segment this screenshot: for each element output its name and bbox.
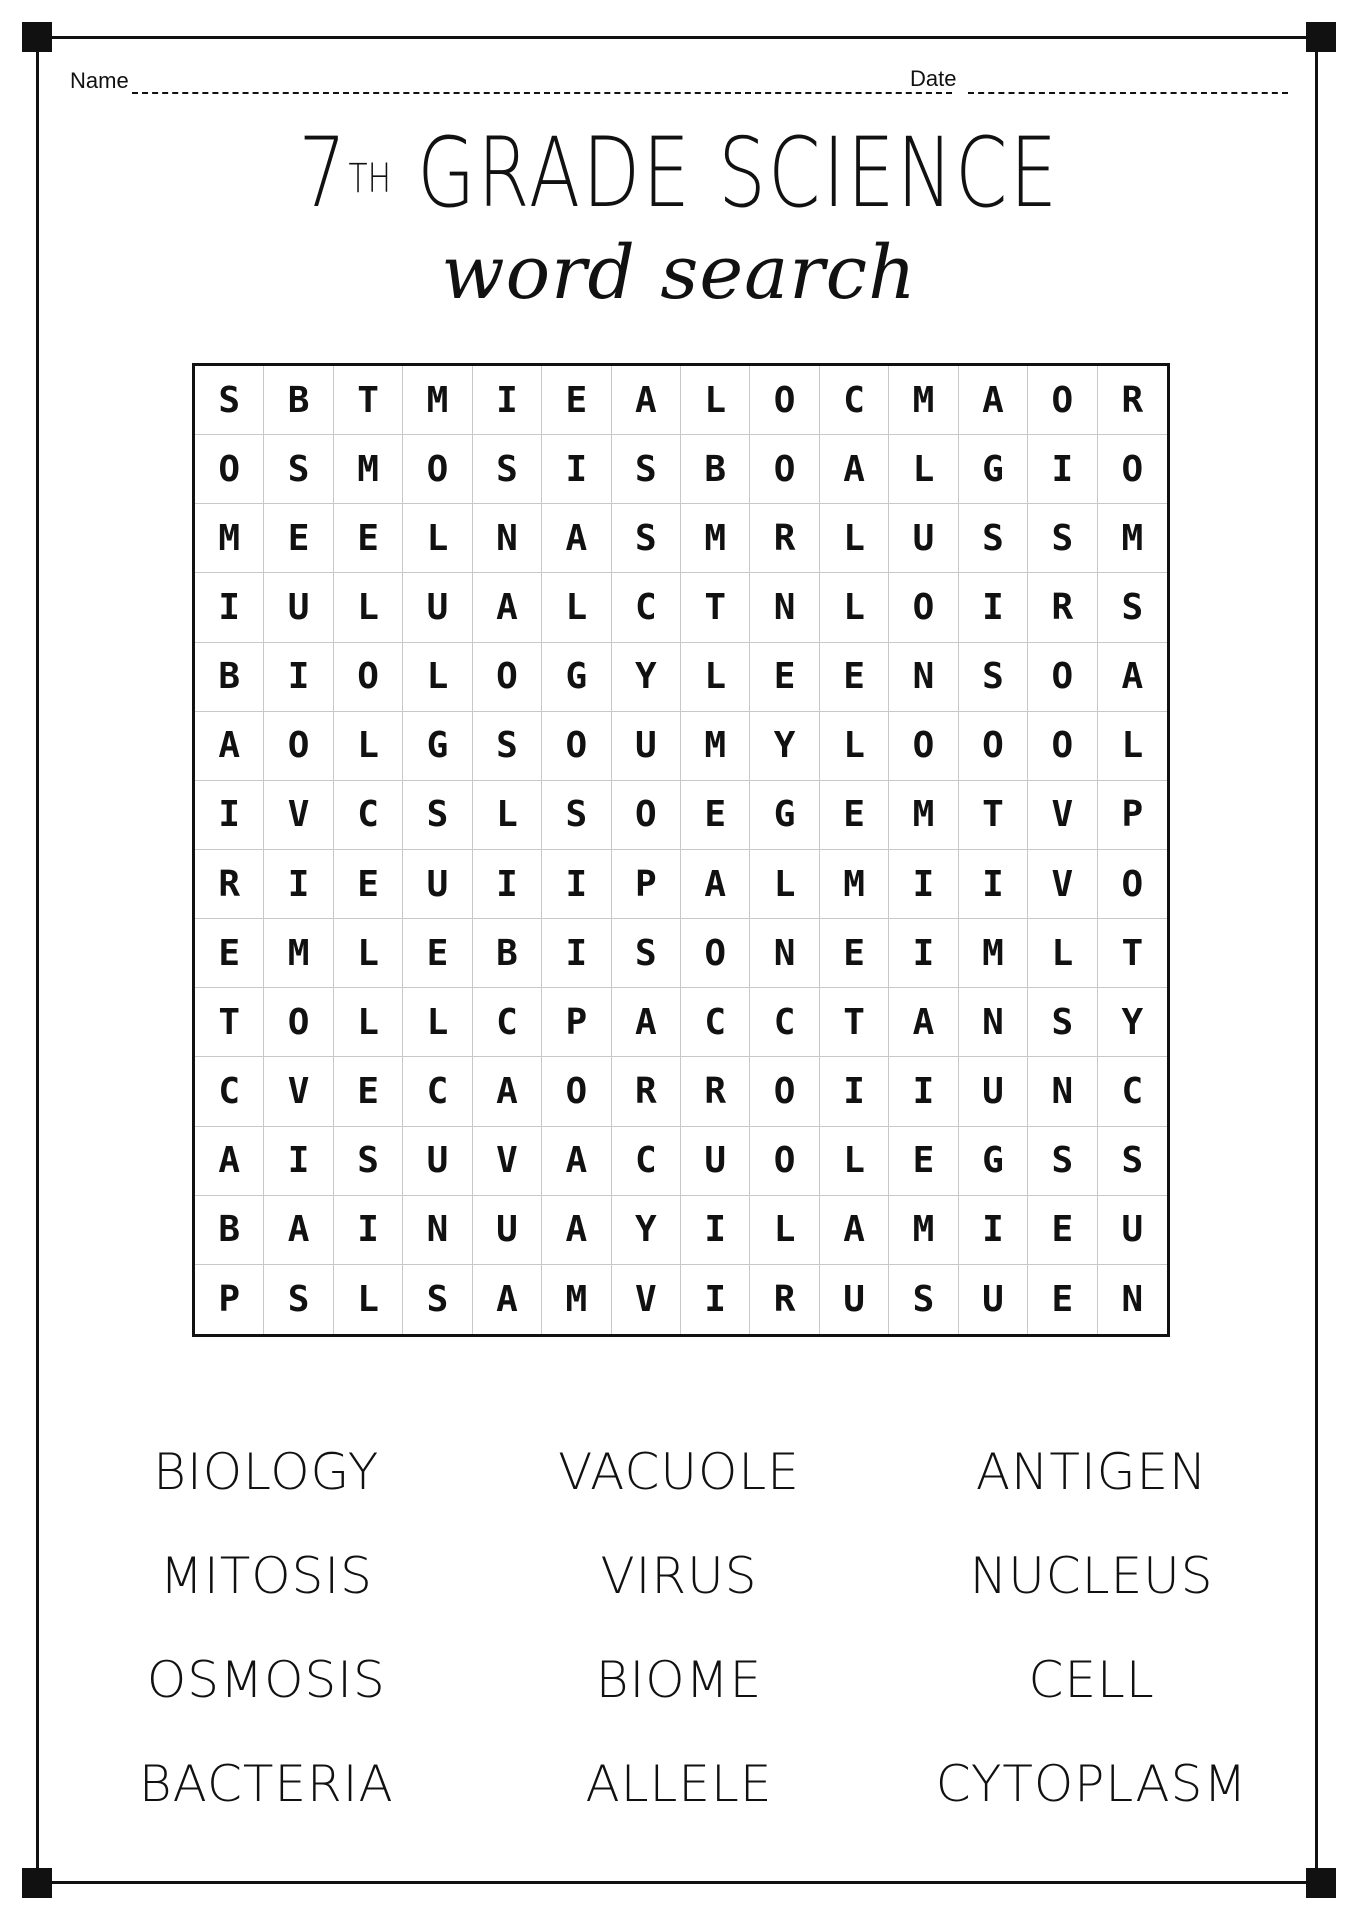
grid-cell[interactable]: T xyxy=(820,988,889,1057)
grid-cell[interactable]: N xyxy=(959,988,1028,1057)
grid-cell[interactable]: L xyxy=(403,988,472,1057)
grid-cell[interactable]: T xyxy=(334,366,403,435)
grid-cell[interactable]: S xyxy=(264,1265,333,1334)
grid-cell[interactable]: L xyxy=(473,781,542,850)
grid-cell[interactable]: G xyxy=(403,712,472,781)
grid-cell[interactable]: I xyxy=(959,850,1028,919)
grid-cell[interactable]: A xyxy=(195,1127,264,1196)
grid-cell[interactable]: C xyxy=(334,781,403,850)
grid-cell[interactable]: U xyxy=(681,1127,750,1196)
grid-cell[interactable]: S xyxy=(1028,504,1097,573)
grid-cell[interactable]: U xyxy=(959,1265,1028,1334)
grid-cell[interactable]: E xyxy=(334,504,403,573)
word-list-item: ALLELE xyxy=(585,1755,773,1813)
grid-cell[interactable]: M xyxy=(195,504,264,573)
grid-cell[interactable]: N xyxy=(889,643,958,712)
grid-cell[interactable]: U xyxy=(959,1057,1028,1126)
word-list-item: CYTOPLASM xyxy=(935,1755,1248,1813)
grid-cell[interactable]: U xyxy=(403,1127,472,1196)
grid-cell[interactable]: U xyxy=(264,573,333,642)
grid-cell[interactable]: I xyxy=(195,573,264,642)
grid-cell[interactable]: O xyxy=(750,1057,819,1126)
grid-cell[interactable]: O xyxy=(473,643,542,712)
grid-cell[interactable]: E xyxy=(195,919,264,988)
grid-cell[interactable]: I xyxy=(334,1196,403,1265)
grid-cell[interactable]: N xyxy=(403,1196,472,1265)
grid-cell[interactable]: T xyxy=(1098,919,1167,988)
grid-cell[interactable]: L xyxy=(334,573,403,642)
corner-mark-bottom-left xyxy=(22,1868,52,1898)
grid-cell[interactable]: S xyxy=(334,1127,403,1196)
grid-cell[interactable]: L xyxy=(403,504,472,573)
grid-cell[interactable]: O xyxy=(750,366,819,435)
grid-cell[interactable]: U xyxy=(1098,1196,1167,1265)
grid-cell[interactable]: I xyxy=(542,850,611,919)
grid-cell[interactable]: L xyxy=(1028,919,1097,988)
grid-cell[interactable]: M xyxy=(264,919,333,988)
corner-mark-bottom-right xyxy=(1306,1868,1336,1898)
grid-cell[interactable]: P xyxy=(612,850,681,919)
title-number: 7 xyxy=(298,117,349,229)
grid-cell[interactable]: E xyxy=(542,366,611,435)
grid-cell[interactable]: E xyxy=(334,1057,403,1126)
grid-cell[interactable]: R xyxy=(195,850,264,919)
grid-cell[interactable]: T xyxy=(195,988,264,1057)
grid-cell[interactable]: I xyxy=(1028,435,1097,504)
grid-cell[interactable]: R xyxy=(750,1265,819,1334)
grid-cell[interactable]: C xyxy=(403,1057,472,1126)
grid-cell[interactable]: A xyxy=(889,988,958,1057)
page-title xyxy=(149,118,1208,228)
grid-cell[interactable]: V xyxy=(1028,850,1097,919)
grid-cell[interactable]: B xyxy=(195,643,264,712)
grid-cell[interactable]: E xyxy=(820,781,889,850)
grid-cell[interactable]: P xyxy=(195,1265,264,1334)
grid-cell[interactable]: O xyxy=(1098,435,1167,504)
grid-cell[interactable]: V xyxy=(1028,781,1097,850)
grid-cell[interactable]: I xyxy=(889,1057,958,1126)
grid-cell[interactable]: G xyxy=(959,435,1028,504)
grid-cell[interactable]: O xyxy=(1028,643,1097,712)
page-subtitle: word search xyxy=(441,230,917,316)
grid-cell[interactable]: O xyxy=(750,435,819,504)
grid-cell[interactable]: M xyxy=(959,919,1028,988)
grid-cell[interactable]: E xyxy=(334,850,403,919)
grid-cell[interactable]: O xyxy=(264,988,333,1057)
word-list-item: ANTIGEN xyxy=(975,1443,1208,1501)
grid-cell[interactable]: L xyxy=(334,712,403,781)
grid-cell[interactable]: A xyxy=(542,504,611,573)
grid-cell[interactable]: T xyxy=(959,781,1028,850)
grid-cell[interactable]: M xyxy=(542,1265,611,1334)
word-list-item: VIRUS xyxy=(600,1547,758,1605)
grid-cell[interactable]: U xyxy=(403,850,472,919)
grid-cell[interactable]: Y xyxy=(612,1196,681,1265)
grid-cell[interactable]: I xyxy=(473,366,542,435)
grid-cell[interactable]: O xyxy=(889,712,958,781)
grid-cell[interactable]: R xyxy=(612,1057,681,1126)
grid-cell[interactable]: I xyxy=(542,919,611,988)
grid-cell[interactable]: E xyxy=(403,919,472,988)
grid-cell[interactable]: L xyxy=(542,573,611,642)
grid-cell[interactable]: S xyxy=(1098,1127,1167,1196)
grid-cell[interactable]: R xyxy=(750,504,819,573)
word-list-item: BIOME xyxy=(595,1651,763,1709)
grid-cell[interactable]: O xyxy=(1028,366,1097,435)
grid-cell[interactable]: R xyxy=(1098,366,1167,435)
grid-cell[interactable]: L xyxy=(403,643,472,712)
grid-cell[interactable]: A xyxy=(1098,643,1167,712)
grid-cell[interactable]: B xyxy=(264,366,333,435)
grid-cell[interactable]: O xyxy=(334,643,403,712)
grid-cell[interactable]: S xyxy=(959,504,1028,573)
grid-cell[interactable]: L xyxy=(820,1127,889,1196)
grid-cell[interactable]: L xyxy=(820,504,889,573)
word-list-item: OSMOSIS xyxy=(146,1651,386,1709)
name-field-line[interactable] xyxy=(132,92,952,94)
grid-cell[interactable]: A xyxy=(264,1196,333,1265)
grid-cell[interactable]: N xyxy=(1028,1057,1097,1126)
grid-cell[interactable]: O xyxy=(1098,850,1167,919)
grid-cell[interactable]: L xyxy=(334,919,403,988)
grid-cell[interactable]: A xyxy=(195,712,264,781)
grid-cell[interactable]: O xyxy=(542,712,611,781)
grid-cell[interactable]: R xyxy=(1028,573,1097,642)
grid-cell[interactable]: I xyxy=(889,850,958,919)
grid-cell[interactable]: L xyxy=(334,988,403,1057)
word-search-grid xyxy=(192,363,1170,1337)
grid-cell[interactable]: C xyxy=(1098,1057,1167,1126)
grid-cell[interactable]: E xyxy=(1028,1265,1097,1334)
grid-cell[interactable]: C xyxy=(612,573,681,642)
word-list xyxy=(60,1420,1298,1836)
corner-mark-top-right xyxy=(1306,22,1336,52)
grid-cell[interactable]: L xyxy=(681,366,750,435)
grid-cell[interactable]: E xyxy=(820,919,889,988)
word-list-item: NUCLEUS xyxy=(969,1547,1214,1605)
word-list-item: BIOLOGY xyxy=(153,1443,380,1501)
grid-cell[interactable]: A xyxy=(473,1265,542,1334)
grid-cell[interactable]: O xyxy=(681,919,750,988)
grid-cell[interactable]: Y xyxy=(612,643,681,712)
grid-cell[interactable]: I xyxy=(264,1127,333,1196)
grid-cell[interactable]: A xyxy=(959,366,1028,435)
grid-cell[interactable]: C xyxy=(612,1127,681,1196)
grid-cell[interactable]: Y xyxy=(1098,988,1167,1057)
grid-cell[interactable]: I xyxy=(820,1057,889,1126)
grid-cell[interactable]: S xyxy=(1028,988,1097,1057)
grid-cell[interactable]: B xyxy=(473,919,542,988)
grid-cell[interactable]: A xyxy=(612,988,681,1057)
grid-cell[interactable]: S xyxy=(612,504,681,573)
grid-cell[interactable]: N xyxy=(750,919,819,988)
grid-cell[interactable]: S xyxy=(403,781,472,850)
grid-cell[interactable]: M xyxy=(1098,504,1167,573)
grid-cell[interactable]: G xyxy=(750,781,819,850)
grid-cell[interactable]: C xyxy=(820,366,889,435)
word-list-item: MITOSIS xyxy=(159,1547,373,1605)
grid-cell[interactable]: P xyxy=(1098,781,1167,850)
grid-cell[interactable]: V xyxy=(473,1127,542,1196)
grid-cell[interactable]: M xyxy=(334,435,403,504)
grid-cell[interactable]: S xyxy=(264,435,333,504)
grid-cell[interactable]: O xyxy=(612,781,681,850)
grid-cell[interactable]: B xyxy=(681,435,750,504)
grid-cell[interactable]: M xyxy=(681,712,750,781)
grid-cell[interactable]: I xyxy=(264,850,333,919)
grid-cell[interactable]: G xyxy=(959,1127,1028,1196)
grid-cell[interactable]: A xyxy=(542,1196,611,1265)
grid-cell[interactable]: E xyxy=(1028,1196,1097,1265)
grid-cell[interactable]: O xyxy=(195,435,264,504)
word-list-item: VACUOLE xyxy=(558,1443,800,1501)
grid-cell[interactable]: L xyxy=(820,573,889,642)
grid-cell[interactable]: L xyxy=(889,435,958,504)
grid-cell[interactable]: B xyxy=(195,1196,264,1265)
grid-cell[interactable]: S xyxy=(1028,1127,1097,1196)
grid-cell[interactable]: L xyxy=(1098,712,1167,781)
grid-cell[interactable]: I xyxy=(681,1196,750,1265)
grid-cell[interactable]: O xyxy=(403,435,472,504)
grid-cell[interactable]: U xyxy=(820,1265,889,1334)
grid-cell[interactable]: C xyxy=(681,988,750,1057)
grid-cell[interactable]: M xyxy=(889,1196,958,1265)
grid-cell[interactable]: L xyxy=(750,850,819,919)
grid-cell[interactable]: I xyxy=(959,573,1028,642)
grid-cell[interactable]: A xyxy=(612,366,681,435)
grid-cell[interactable]: S xyxy=(195,366,264,435)
grid-cell[interactable]: L xyxy=(750,1196,819,1265)
grid-cell[interactable]: I xyxy=(473,850,542,919)
grid-cell[interactable]: S xyxy=(473,712,542,781)
grid-cell[interactable]: M xyxy=(403,366,472,435)
grid-cell[interactable]: A xyxy=(820,435,889,504)
word-list-item: BACTERIA xyxy=(138,1755,394,1813)
grid-cell[interactable]: N xyxy=(750,573,819,642)
grid-cell[interactable]: M xyxy=(820,850,889,919)
name-date-header xyxy=(70,68,1290,98)
grid-cell[interactable]: S xyxy=(889,1265,958,1334)
grid-cell[interactable]: U xyxy=(889,504,958,573)
grid-cell[interactable]: O xyxy=(264,712,333,781)
grid-cell[interactable]: O xyxy=(959,712,1028,781)
grid-cell[interactable]: A xyxy=(542,1127,611,1196)
corner-mark-top-left xyxy=(22,22,52,52)
word-list-item: CELL xyxy=(1028,1651,1155,1709)
grid-cell[interactable]: V xyxy=(612,1265,681,1334)
grid-cell[interactable]: Y xyxy=(750,712,819,781)
date-field-line[interactable] xyxy=(968,92,1288,94)
grid-cell[interactable]: I xyxy=(889,919,958,988)
grid-cell[interactable]: E xyxy=(681,781,750,850)
grid-cell[interactable]: E xyxy=(750,643,819,712)
grid-cell[interactable]: U xyxy=(473,1196,542,1265)
name-label: Name xyxy=(70,68,129,93)
grid-cell[interactable]: R xyxy=(681,1057,750,1126)
grid-cell[interactable]: M xyxy=(889,781,958,850)
grid-cell[interactable]: I xyxy=(195,781,264,850)
grid-cell[interactable]: O xyxy=(750,1127,819,1196)
grid-cell[interactable]: N xyxy=(473,504,542,573)
grid-cell[interactable]: O xyxy=(542,1057,611,1126)
grid-cell[interactable]: U xyxy=(612,712,681,781)
grid-cell[interactable]: V xyxy=(264,781,333,850)
grid-cell[interactable]: S xyxy=(1098,573,1167,642)
grid-cell[interactable]: S xyxy=(612,919,681,988)
grid-cell[interactable]: P xyxy=(542,988,611,1057)
grid-cell[interactable]: V xyxy=(264,1057,333,1126)
grid-cell[interactable]: I xyxy=(959,1196,1028,1265)
grid-cell[interactable]: C xyxy=(195,1057,264,1126)
grid-cell[interactable]: U xyxy=(403,573,472,642)
grid-cell[interactable]: S xyxy=(403,1265,472,1334)
grid-cell[interactable]: I xyxy=(681,1265,750,1334)
grid-cell[interactable]: L xyxy=(820,712,889,781)
grid-cell[interactable]: S xyxy=(542,781,611,850)
grid-cell[interactable]: A xyxy=(473,573,542,642)
grid-cell[interactable]: O xyxy=(1028,712,1097,781)
grid-cell[interactable]: O xyxy=(889,573,958,642)
grid-cell[interactable]: S xyxy=(612,435,681,504)
grid-cell[interactable]: E xyxy=(820,643,889,712)
grid-cell[interactable]: N xyxy=(1121,1278,1144,1320)
grid-cell[interactable]: E xyxy=(889,1127,958,1196)
grid-cell[interactable]: L xyxy=(334,1265,403,1334)
grid-cell[interactable]: A xyxy=(681,850,750,919)
grid-cell[interactable]: I xyxy=(542,435,611,504)
grid-cell[interactable]: E xyxy=(264,504,333,573)
date-label: Date xyxy=(910,66,957,91)
grid-cell[interactable]: C xyxy=(750,988,819,1057)
grid-cell[interactable]: S xyxy=(959,643,1028,712)
title-text: GRADE SCIENCE xyxy=(391,117,1060,229)
grid-cell[interactable]: G xyxy=(542,643,611,712)
grid-cell[interactable]: C xyxy=(473,988,542,1057)
grid-cell[interactable]: T xyxy=(681,573,750,642)
grid-cell[interactable]: A xyxy=(473,1057,542,1126)
grid-cell[interactable]: L xyxy=(681,643,750,712)
grid-cell[interactable]: M xyxy=(889,366,958,435)
grid-cell[interactable]: M xyxy=(681,504,750,573)
grid-cell[interactable]: I xyxy=(264,643,333,712)
grid-cell[interactable]: S xyxy=(473,435,542,504)
title-superscript: TH xyxy=(348,156,392,202)
grid-cell[interactable]: A xyxy=(820,1196,889,1265)
